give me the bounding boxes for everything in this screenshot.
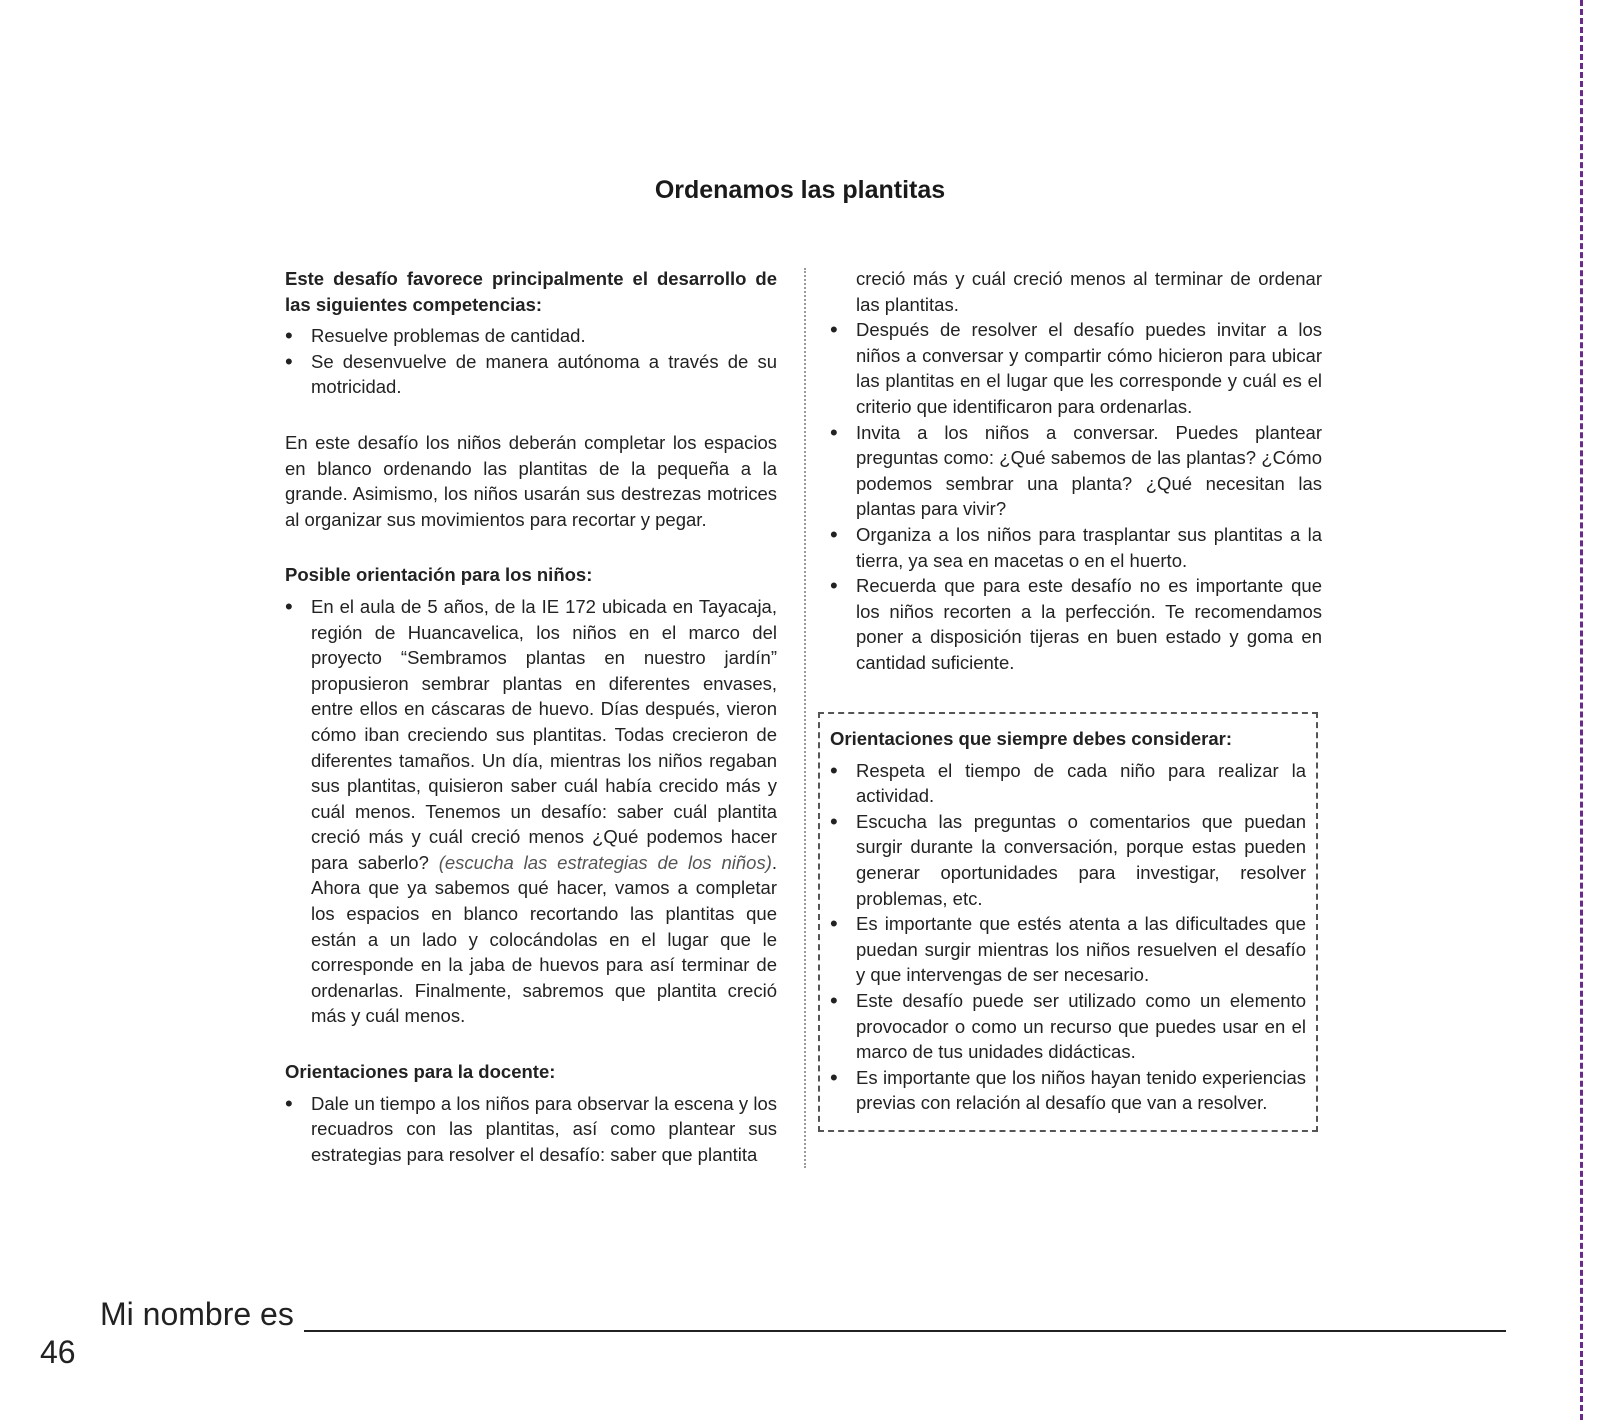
tips-box bbox=[818, 712, 1318, 1132]
list-item: • Respeta el tiempo de cada niño para realizar la actividad. bbox=[830, 758, 1306, 809]
intro-paragraph: En este desafío los niños deberán completar los espacios en blanco ordenando las plantitas de la pequeña a la grande. Asimismo, los niños usarán sus destrezas motrices al organizar sus movimientos para recortar y pegar. bbox=[285, 431, 777, 530]
page-title: Ordenamos las plantitas bbox=[654, 176, 946, 204]
list-item bbox=[285, 594, 777, 1029]
orientation-text-continued: . Ahora que ya sabemos qué hacer, vamos a completar los espacios en blanco recortando las plantitas que están a un lado y colocándolas en el lugar que le corresponde en la jaba de huevos para así terminar de ordenarlas. Finalmente, sabremos que plantita creció más y cuál menos. bbox=[311, 851, 778, 1027]
list-item: • Se desenvuelve de manera autónoma a través de su motricidad. bbox=[285, 349, 777, 400]
teacher-list bbox=[285, 1091, 777, 1168]
page-number: 46 bbox=[40, 1334, 76, 1370]
list-item: • Escucha las preguntas o comentarios que puedan surgir durante la conversación, porque estas pueden generar oportunidades para investigar, resolver problemas, etc. bbox=[830, 809, 1306, 911]
name-label: Mi nombre es bbox=[100, 1296, 294, 1332]
list-item: • Invita a los niños a conversar. Puedes plantear preguntas como: ¿Qué sabemos de las plantas? ¿Cómo podemos sembrar una planta? ¿Qué necesitan las plantas para vivir? bbox=[830, 420, 1322, 522]
orientation-heading: Posible orientación para los niños: bbox=[285, 564, 593, 586]
name-write-line bbox=[304, 1330, 1506, 1332]
list-item: • Organiza a los niños para trasplantar sus plantitas a la tierra, ya sea en macetas o en el huerto. bbox=[830, 522, 1322, 573]
teacher-list-continued bbox=[830, 317, 1322, 675]
left-column bbox=[285, 266, 777, 1167]
tips-heading: Orientaciones que siempre debes considerar: bbox=[830, 728, 1233, 749]
tips-list bbox=[830, 758, 1306, 1116]
list-item: • Recuerda que para este desafío no es importante que los niños recorten a la perfección. Te recomendamos poner a disposición tijeras en buen estado y goma en cantidad suficiente. bbox=[830, 573, 1322, 675]
list-item: • Es importante que estés atenta a las dificultades que puedan surgir mientras los niños resuelven el desafío y que intervengas de ser necesario. bbox=[830, 911, 1306, 988]
competencies-heading: Este desafío favorece principalmente el desarrollo de las siguientes competencias: bbox=[285, 268, 777, 315]
list-item: • Resuelve problemas de cantidad. bbox=[285, 323, 777, 349]
list-item: • Este desafío puede ser utilizado como un elemento provocador o como un recurso que puedes usar en el marco de tus unidades didácticas. bbox=[830, 988, 1306, 1065]
list-item: • Después de resolver el desafío puedes invitar a los niños a conversar y compartir cómo hicieron para ubicar las plantitas en el lugar que les corresponde y cuál es el criterio que identificaron para ordenarlas. bbox=[830, 317, 1322, 419]
teacher-heading: Orientaciones para la docente: bbox=[285, 1061, 556, 1083]
competencies-list bbox=[285, 323, 777, 400]
orientation-italic-note: (escucha las estrategias de los niños) bbox=[438, 851, 772, 873]
list-item: • Dale un tiempo a los niños para observar la escena y los recuadros con las plantitas, así como plantear sus estrategias para resolver el desafío: saber que plantita bbox=[285, 1091, 777, 1168]
column-divider bbox=[804, 268, 806, 1168]
orientation-text: En el aula de 5 años, de la IE 172 ubicada en Tayacaja, región de Huancavelica, los niños en el marco del proyecto “Sembramos plantas en nuestro jardín” propusieron sembrar plantas en diferentes envases, entre ellos en cáscaras de huevo. Días después, vieron cómo iban creciendo sus plantitas. Todas crecieron de diferentes tamaños. Un día, mientras los niños regaban sus plantitas, quisieron saber cuál había crecido más y cuál menos. Tenemos un desafío: saber cuál plantita creció más y cuál creció menos ¿Qué podemos hacer para saberlo? bbox=[311, 595, 777, 873]
cut-dashed-line bbox=[1580, 0, 1583, 1420]
teacher-item-continuation: creció más y cuál creció menos al terminar de ordenar las plantitas. bbox=[856, 268, 1322, 315]
right-column bbox=[830, 266, 1322, 676]
orientation-list bbox=[285, 594, 777, 1029]
list-item: • Es importante que los niños hayan tenido experiencias previas con relación al desafío que van a resolver. bbox=[830, 1065, 1306, 1116]
